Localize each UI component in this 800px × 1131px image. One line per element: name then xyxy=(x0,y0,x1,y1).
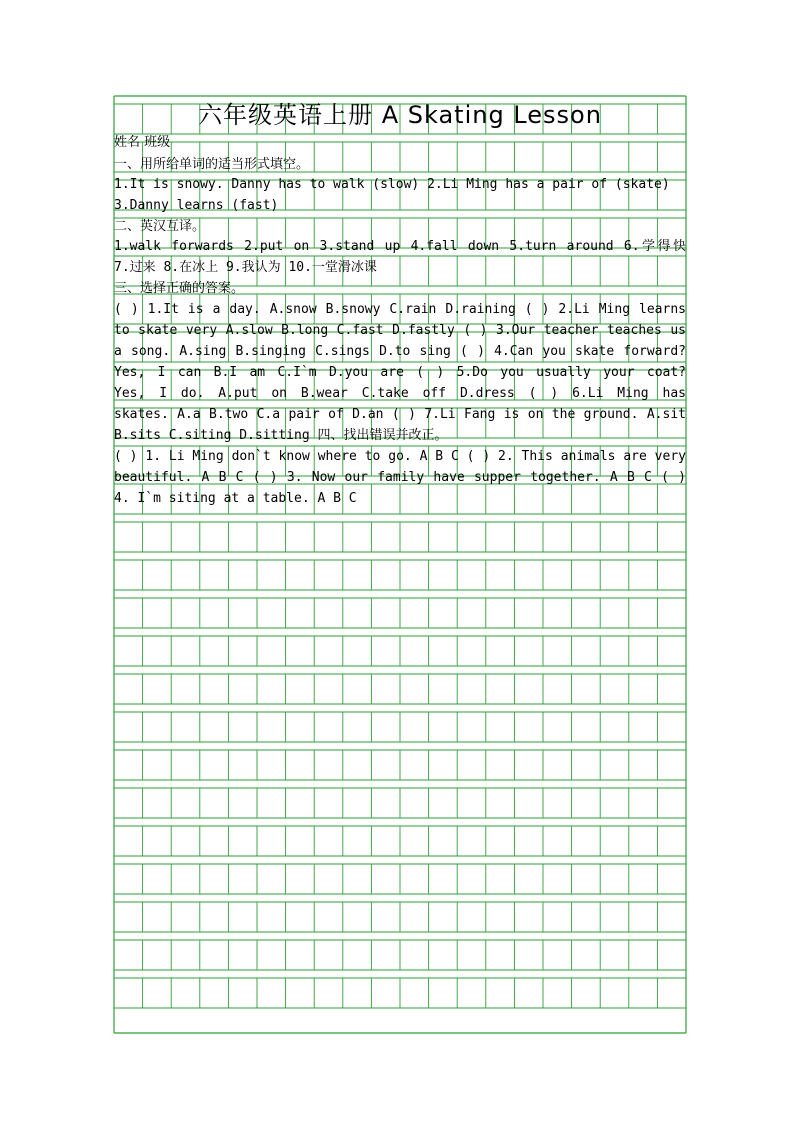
section-4-line-1: ( ) 1. Li Ming don`t know where to go. A B C ( ) 2. This animals are very xyxy=(114,449,686,464)
section-3-heading: 三、选择正确的答案。 xyxy=(114,281,245,296)
section-3-line-1: ( ) 1.It is a day. A.snow B.snowy C.rain D.raining ( ) 2.Li Ming learns xyxy=(114,302,686,317)
section-3-line-5: Yes, I do. A.put on B.wear C.take off D.dress ( ) 6.Li Ming has xyxy=(114,386,686,401)
section-3-line-4: Yes, I can B.I am C.I`m D.you are ( ) 5.Do you usually your coat? xyxy=(114,365,686,380)
section-2-line-2: 7.过来 8.在冰上 9.我认为 10.一堂滑冰课 xyxy=(114,260,377,275)
section-1-heading: 一、用所给单词的适当形式填空。 xyxy=(114,157,310,172)
section-4-line-2: beautiful. A B C ( ) 3. Now our family have supper together. A B C ( ) xyxy=(114,470,686,485)
section-4-line-3: 4. I`m siting at a table. A B C xyxy=(114,491,357,506)
section-3-line-2: to skate very A.slow B.long C.fast D.fastly ( ) 3.Our teacher teaches us xyxy=(114,323,686,338)
page-title: 六年级英语上册 A Skating Lesson xyxy=(198,101,602,129)
section-3-line-7: B.sits C.siting D.sitting 四、找出错误并改正。 xyxy=(114,428,448,443)
section-1-line-1: 1.It is snowy. Danny has to walk (slow) 2.Li Ming has a pair of (skate) xyxy=(114,177,670,192)
section-2-heading: 二、英汉互译。 xyxy=(114,219,206,234)
section-2-line-1: 1.walk forwards 2.put on 3.stand up 4.fall down 5.turn around 6.学得快 xyxy=(114,239,686,254)
section-3-line-6: skates. A.a B.two C.a pair of D.an ( ) 7.Li Fang is on the ground. A.sit xyxy=(114,407,686,422)
section-1-line-2: 3.Danny learns (fast) xyxy=(114,198,279,213)
section-3-line-3: a song. A.sing B.singing C.sings D.to sing ( ) 4.Can you skate forward? xyxy=(114,344,686,359)
name-class-header: 姓名 班级 xyxy=(114,135,171,150)
